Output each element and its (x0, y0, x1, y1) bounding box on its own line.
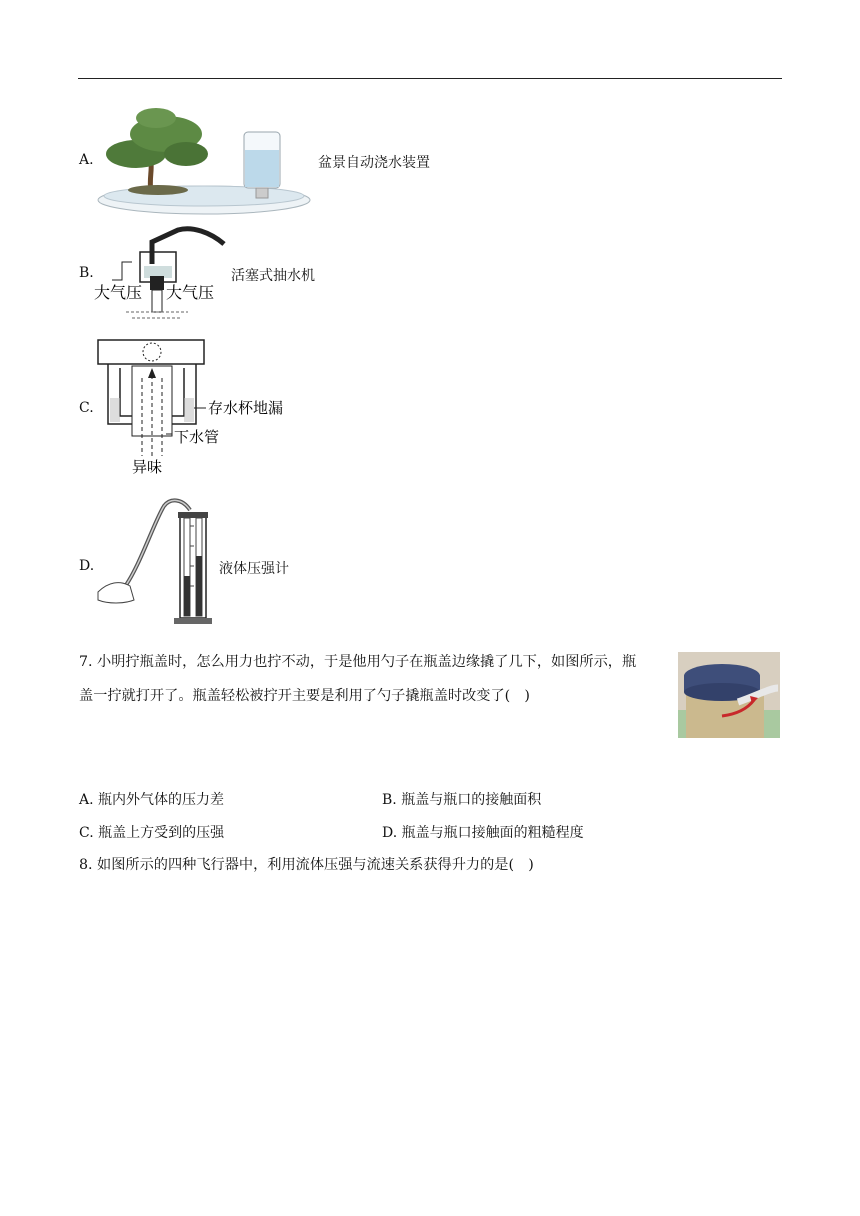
q8-line1: 8. 如图所示的四种飞行器中，利用流体压强与流速关系获得升力的是( ) (79, 857, 534, 873)
q7-choice-d: D. 瓶盖与瓶口接触面的粗糙程度 (382, 825, 584, 841)
option-c-letter: C. (79, 400, 94, 416)
liquid-manometer-figure (94, 496, 216, 632)
bottle-cap-spoon-figure (678, 652, 780, 738)
q7-choice-c: C. 瓶盖上方受到的压强 (79, 825, 225, 841)
pump-label-right: 大气压 (166, 285, 215, 302)
piston-pump-figure (92, 222, 226, 326)
option-b-caption: 活塞式抽水机 (231, 268, 315, 284)
option-d-letter: D. (79, 558, 95, 574)
option-d-caption: 液体压强计 (219, 561, 289, 577)
floor-drain-figure (96, 338, 286, 480)
drain-label-smell: 异味 (132, 459, 163, 476)
q7-line2: 盖一拧就打开了。瓶盖轻松被拧开主要是利用了勺子撬瓶盖时改变了( ) (79, 688, 530, 704)
drain-label-pipe: 下水管 (174, 429, 220, 446)
drain-label-cup: 存水杯地漏 (208, 400, 284, 417)
q7-line1: 7. 小明拧瓶盖时，怎么用力也拧不动，于是他用勺子在瓶盖边缘撬了几下，如图所示，瓶 (79, 654, 637, 670)
option-b-letter: B. (79, 265, 94, 281)
pump-label-left: 大气压 (94, 285, 143, 302)
q7-choice-b: B. 瓶盖与瓶口的接触面积 (382, 792, 542, 808)
option-a-letter: A. (79, 152, 94, 168)
option-a-caption: 盆景自动浇水装置 (318, 155, 430, 171)
q7-choice-a: A. 瓶内外气体的压力差 (79, 792, 225, 808)
header-rule (78, 78, 782, 79)
bonsai-watering-figure (96, 104, 311, 216)
